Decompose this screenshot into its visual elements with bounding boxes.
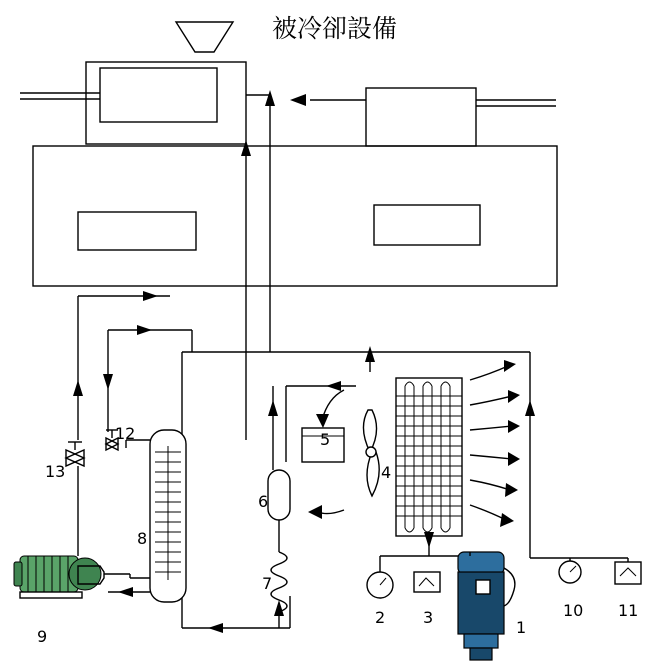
tank-window-right — [374, 205, 480, 245]
condenser-frame — [396, 378, 462, 536]
main-tank — [33, 146, 557, 286]
feed-arrow-head — [290, 94, 306, 106]
compressor-1 — [458, 552, 515, 660]
label-control-box: 3 — [423, 608, 434, 627]
label-valve-12: 12 — [115, 424, 136, 443]
label-compressor: 1 — [516, 618, 527, 637]
controller-11 — [615, 562, 641, 584]
arrow-loop-right — [525, 400, 535, 416]
label-fan: 4 — [381, 463, 392, 482]
hopper — [176, 22, 233, 52]
upper-left-machine — [86, 62, 246, 144]
label-fan-motor: 5 — [320, 430, 331, 449]
control-box-3 — [414, 572, 440, 592]
arrow-discharge-drop — [365, 346, 375, 362]
condenser-tubes — [396, 382, 462, 532]
fan-blades — [363, 410, 379, 496]
label-receiver: 6 — [258, 492, 269, 511]
diagram-title: 被冷卻設備 — [272, 14, 398, 43]
arrow-center-riser-c — [265, 90, 275, 106]
receiver-6 — [268, 470, 290, 520]
label-evaporator: 8 — [137, 529, 148, 548]
arrow-tank-h1 — [143, 291, 158, 301]
label-capillary: 7 — [262, 574, 273, 593]
upper-left-machine-inner — [100, 68, 217, 122]
arrow-center-riser-a — [241, 140, 251, 156]
tank-window-left — [78, 212, 196, 250]
arrow-condenser-up — [424, 532, 434, 548]
label-pressure-gauge: 2 — [375, 608, 386, 627]
pump-assembly — [14, 545, 130, 598]
arrow-tank-h2 — [137, 325, 152, 335]
arrow-mid-vertical — [103, 374, 113, 390]
upper-right-machine — [366, 88, 476, 146]
label-pump: 9 — [37, 627, 48, 646]
arrow-capillary — [274, 600, 284, 616]
label-controller: 11 — [618, 601, 639, 620]
arrow-pump-return — [118, 587, 133, 597]
airflow-arrows-right — [470, 360, 520, 527]
arrow-left-vertical — [73, 380, 83, 396]
arrow-loop-bottom — [208, 623, 223, 633]
label-valve-13: 13 — [45, 462, 66, 481]
label-thermometer: 10 — [563, 601, 584, 620]
valve-13 — [66, 442, 84, 466]
